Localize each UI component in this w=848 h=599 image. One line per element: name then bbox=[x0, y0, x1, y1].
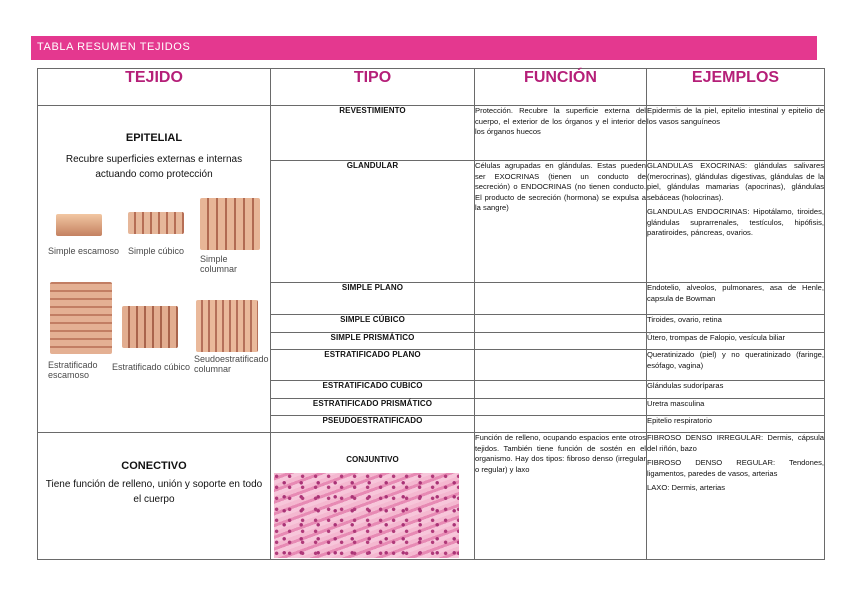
funcion-cell bbox=[475, 283, 647, 315]
funcion-cell bbox=[475, 333, 647, 350]
ejemplos-cell: Endotelio, alveolos, pulmonares, asa de Henle, capsula de Bowman bbox=[647, 283, 825, 315]
header-ejemplos: EJEMPLOS bbox=[647, 69, 825, 106]
header-tejido: TEJIDO bbox=[38, 69, 271, 106]
funcion-cell bbox=[475, 350, 647, 381]
funcion-cell bbox=[475, 315, 647, 333]
ejemplos-cell: Tiroides, ovario, retina bbox=[647, 315, 825, 333]
epitelial-name: EPITELIAL bbox=[125, 132, 183, 144]
tipo-cell: ESTRATIFICADO PLANO bbox=[271, 350, 475, 381]
label-simple-columnar: Simple columnar bbox=[200, 254, 238, 274]
label-estratificado-cubico: Estratificado cúbico bbox=[112, 362, 191, 372]
tipo-cell: SIMPLE CÚBICO bbox=[271, 315, 475, 333]
conectivo-description: Tiene función de relleno, unión y soporte en todo el cuerpo bbox=[45, 479, 263, 505]
tipo-cell: GLANDULAR bbox=[271, 161, 475, 283]
ejemplos-cell: Epitelio respiratorio bbox=[647, 416, 825, 433]
ejemplos-cell: Glándulas sudoríparas bbox=[647, 381, 825, 399]
ejemplos-cell: Útero, trompas de Falopio, vesícula biliar bbox=[647, 333, 825, 350]
funcion-cell: Función de relleno, ocupando espacios ente otros tejidos. También tiene función de sostén en el organismo. Hay dos tipos: fibroso denso (irregular o regular) y laxo bbox=[475, 433, 647, 560]
tipo-cell: ESTRATIFICADO CUBICO bbox=[271, 381, 475, 399]
header-tipo: TIPO bbox=[271, 69, 475, 106]
tipo-cell: ESTRATIFICADO PRISMÁTICO bbox=[271, 399, 475, 416]
funcion-cell bbox=[475, 381, 647, 399]
ejemplos-cell: Queratinizado (piel) y no queratinizado (faringe, esófago, vagina) bbox=[647, 350, 825, 381]
epithelium-types-illustration bbox=[48, 196, 269, 386]
conectivo-cell bbox=[38, 433, 271, 560]
funcion-cell: Protección. Recubre la superficie externa del cuerpo, el exterior de los órganos y el interior de los órganos huecos bbox=[475, 106, 647, 161]
label-seudoestratificado-columnar: Seudoestratificado columnar bbox=[194, 354, 269, 374]
label-simple-escamoso: Simple escamoso bbox=[48, 246, 120, 256]
epitelial-cell bbox=[38, 106, 271, 433]
table-row bbox=[38, 433, 825, 560]
tipo-cell: REVESTIMIENTO bbox=[271, 106, 475, 161]
ejemplos-cell: GLANDULAS EXOCRINAS: glándulas salivares (merocrinas), glándulas digestivas, glándulas de la piel, glándulas mamarias (apocrinas), glándulas sebáceas (holocrinas). GLANDULAS ENDOCRINAS: Hipotálamo, tiroides, glándulas suprarrenales, testículos, hipófisis, paratiroides, páncreas, ovarios. bbox=[647, 161, 825, 283]
conectivo-name: CONECTIVO bbox=[121, 460, 187, 472]
ejemplos-cell: FIBROSO DENSO IRREGULAR: Dermis, cápsula del riñón, bazo FIBROSO DENSO REGULAR: Tendones, ligamentos, paredes de vasos, arterias LAXO: Dermis, arterias bbox=[647, 433, 825, 560]
label-estratificado-escamoso: Estratificado escamoso bbox=[48, 360, 98, 380]
ejemplos-cell: Epidermis de la piel, epitelio intestinal y epitelio de los vasos sanguíneos bbox=[647, 106, 825, 161]
connective-tissue-micrograph bbox=[274, 473, 459, 558]
tipo-cell: PSEUDOESTRATIFICADO bbox=[271, 416, 475, 433]
conjuntivo-label: CONJUNTIVO bbox=[346, 455, 399, 464]
table-row bbox=[38, 106, 825, 161]
ejemplos-cell: Uretra masculina bbox=[647, 399, 825, 416]
funcion-cell bbox=[475, 399, 647, 416]
header-funcion: FUNCIÓN bbox=[475, 69, 647, 106]
tissue-summary-table bbox=[37, 68, 825, 560]
label-simple-cubico: Simple cúbico bbox=[128, 246, 185, 256]
tipo-cell bbox=[271, 433, 475, 560]
funcion-cell: Células agrupadas en glándulas. Estas pueden ser EXOCRINAS (tienen un conducto de secreción) o ENDOCRINAS (no tienen conducto. El producto de secreción (hormona) se expulsa a la sangre) bbox=[475, 161, 647, 283]
funcion-cell bbox=[475, 416, 647, 433]
tipo-cell: SIMPLE PLANO bbox=[271, 283, 475, 315]
epitelial-description: Recubre superficies externas e internas actuando como protección bbox=[65, 154, 243, 180]
header-row bbox=[38, 69, 825, 106]
page-banner: TABLA RESUMEN TEJIDOS bbox=[31, 36, 817, 60]
tipo-cell: SIMPLE PRISMÁTICO bbox=[271, 333, 475, 350]
